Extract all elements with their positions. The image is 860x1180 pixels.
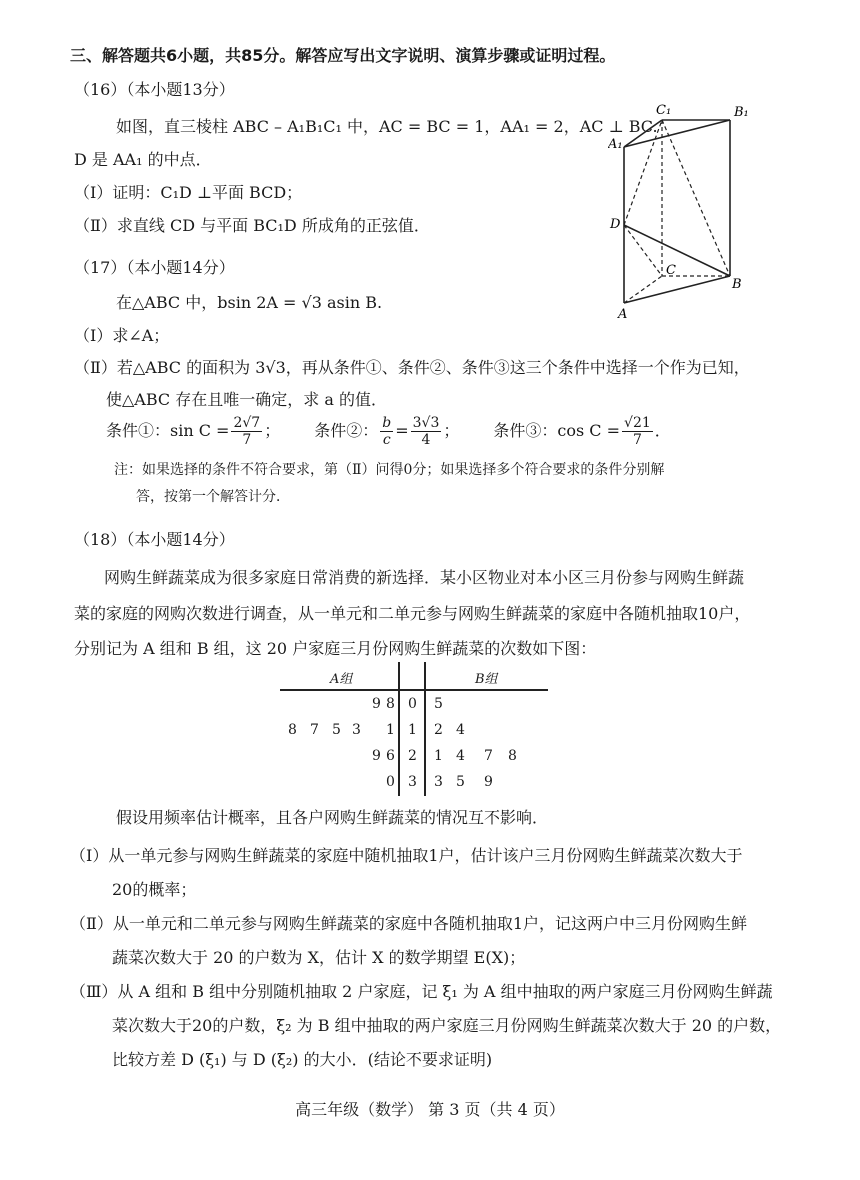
table-hline [280, 689, 548, 691]
section-header: 三、解答题共6小题，共85分。解答应写出文字说明、演算步骤或证明过程。 [70, 46, 616, 65]
row1-right-leaf: 4 [456, 722, 465, 738]
q18-part3-line2: 菜次数大于20的户数，ξ₂ 为 B 组中抽取的两户家庭三月份网购生鲜蔬菜次数大于 20 的户数， [112, 1016, 782, 1035]
row3-right-leaf: 9 [484, 774, 493, 790]
cond2-fraction [411, 415, 442, 448]
q17-part2-line1: （Ⅱ）若△ABC 的面积为 3√3，再从条件①、条件②、条件③这三个条件中选择一个作为已知， [74, 358, 750, 377]
row2-right-leaf: 7 [484, 748, 493, 764]
row1-right-leaf: 2 [434, 722, 443, 738]
cond2-num: 3√3 [412, 414, 440, 431]
row1-left-leaf: 7 [310, 722, 319, 738]
q18-part3-line1: （Ⅲ）从 A 组和 B 组中分别随机抽取 2 户家庭，记 ξ₁ 为 A 组中抽取的两户家庭三月份网购生鲜蔬 [70, 982, 773, 1001]
cond3-fraction [622, 415, 653, 448]
q18-para-line3: 分别记为 A 组和 B 组，这 20 户家庭三月份网购生鲜蔬菜的次数如下图： [74, 639, 597, 658]
edge-c1b [662, 120, 730, 276]
a-group-header: A组 [330, 672, 353, 687]
label-b1: B₁ [734, 105, 749, 120]
edge-ab [624, 276, 730, 303]
cond1-fraction [231, 415, 262, 448]
row2-right-leaf: 1 [434, 748, 443, 764]
cond1-den: 7 [242, 431, 252, 448]
cond2-prefix: 条件②： [314, 421, 379, 440]
q18-part2-line2: 蔬菜次数大于 20 的户数为 X，估计 X 的数学期望 E(X)； [112, 948, 526, 967]
prism-figure [608, 100, 768, 322]
q18-para-line1: 网购生鲜蔬菜成为很多家庭日常消费的新选择．某小区物业对本小区三月份参与网购生鲜蔬 [104, 568, 745, 587]
q18-part1-line1: （Ⅰ）从一单元参与网购生鲜蔬菜的家庭中随机抽取1户，估计该户三月份网购生鲜蔬菜次数大于 [70, 846, 743, 865]
row0-left-leaf: 9 [372, 696, 381, 712]
label-a: A [618, 307, 628, 322]
b-group-header: B组 [475, 672, 498, 687]
cond3-suffix: ． [654, 421, 671, 440]
row1-left-leaf: 8 [288, 722, 297, 738]
cond3-num: √21 [624, 414, 651, 431]
q18-title: （18）（本小题14分） [74, 530, 235, 549]
q17-note-line1: 注：如果选择的条件不符合要求，第（Ⅱ）问得0分；如果选择多个符合要求的条件分别解 [114, 462, 665, 478]
cond2-den: 4 [421, 431, 431, 448]
q16-part2: （Ⅱ）求直线 CD 与平面 BC₁D 所成角的正弦值． [74, 216, 430, 235]
row2-left-leaf: 6 [386, 748, 395, 764]
row0-left-leaf: 8 [386, 696, 395, 712]
cond3-prefix: 条件③：cos C = [493, 421, 621, 440]
cond1-prefix: 条件①：sin C = [106, 421, 230, 440]
cond1-suffix: ； [264, 421, 281, 440]
cond2-suffix: ； [443, 421, 460, 440]
row3-left-leaf: 0 [386, 774, 395, 790]
q16-title: （16）（本小题13分） [74, 80, 235, 99]
cond3-den: 7 [632, 431, 642, 448]
label-c: C [666, 263, 676, 278]
label-a1: A₁ [608, 137, 623, 152]
edge-a1b1 [624, 120, 730, 147]
row0-right-leaf: 5 [434, 696, 443, 712]
q18-part2-line1: （Ⅱ）从一单元和二单元参与网购生鲜蔬菜的家庭中各随机抽取1户，记这两户中三月份网购生鲜 [70, 914, 748, 933]
row2-stem: 2 [408, 748, 417, 764]
row2-right-leaf: 8 [508, 748, 517, 764]
q17-stem: 在△ABC 中，bsin 2A = √3 asin B. [116, 293, 383, 312]
label-c1: C₁ [656, 103, 672, 118]
edge-dc [624, 225, 662, 276]
q18-para-line2: 菜的家庭的网购次数进行调查，从一单元和二单元参与网购生鲜蔬菜的家庭中各随机抽取10户， [74, 604, 751, 623]
row3-right-leaf: 3 [434, 774, 443, 790]
label-b: B [732, 277, 742, 292]
edge-dc1 [624, 120, 662, 225]
page-footer: 高三年级（数学） 第 3 页（共 4 页） [295, 1100, 565, 1119]
cond2-ratio [380, 415, 393, 448]
row3-stem: 3 [408, 774, 417, 790]
cond2-eq: = [395, 421, 409, 440]
q16-stem-line2: D 是 AA₁ 的中点． [74, 150, 212, 169]
q17-title: （17）（本小题14分） [74, 258, 235, 277]
table-vline-right [424, 662, 426, 796]
cond2-ratio-den: c [382, 431, 391, 448]
row2-right-leaf: 4 [456, 748, 465, 764]
row0-stem: 0 [408, 696, 417, 712]
q17-conditions [106, 414, 671, 448]
edge-db [624, 225, 730, 276]
row3-right-leaf: 5 [456, 774, 465, 790]
stem-leaf-table [280, 662, 550, 796]
row1-stem: 1 [408, 722, 417, 738]
q18-assumption: 假设用频率估计概率，且各户网购生鲜蔬菜的情况互不影响． [116, 808, 549, 827]
cond2-ratio-num: b [382, 414, 392, 431]
label-d: D [610, 217, 621, 232]
row2-left-leaf: 9 [372, 748, 381, 764]
table-vline-left [398, 662, 400, 796]
row1-left-leaf: 3 [352, 722, 361, 738]
q18-part1-line2: 20的概率； [112, 880, 197, 899]
q17-part2-line2: 使△ABC 存在且唯一确定，求 a 的值． [106, 390, 387, 409]
q16-stem-line1: 如图，直三棱柱 ABC – A₁B₁C₁ 中，AC = BC = 1，AA₁ = 2，AC ⊥ BC. [116, 117, 658, 136]
q16-part1: （Ⅰ）证明：C₁D ⊥平面 BCD； [74, 183, 303, 202]
q17-note-line2: 答，按第一个解答计分． [136, 489, 290, 505]
cond1-num: 2√7 [233, 414, 261, 431]
q18-part3-line3: 比较方差 D (ξ₁) 与 D (ξ₂) 的大小．(结论不要求证明) [112, 1050, 493, 1069]
q17-part1: （Ⅰ）求∠A； [74, 326, 170, 345]
row1-left-leaf: 5 [332, 722, 341, 738]
row1-left-leaf: 1 [386, 722, 395, 738]
